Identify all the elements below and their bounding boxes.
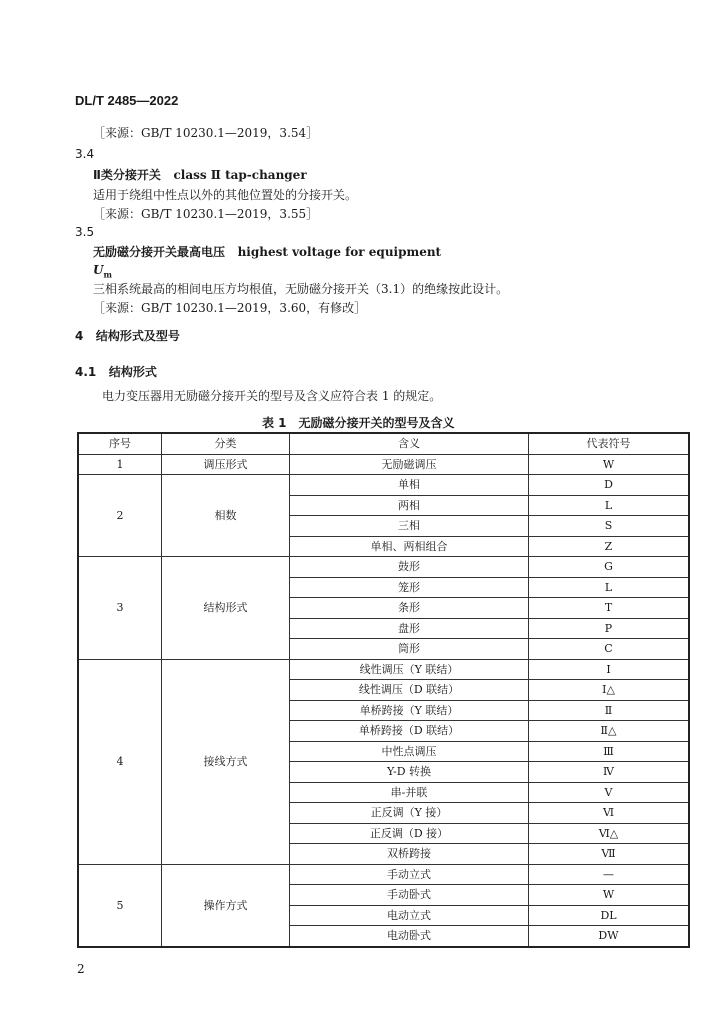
table-row [78, 557, 689, 578]
symbol-cell: C [529, 639, 690, 660]
symbol-cell: Ⅱ△ [529, 721, 690, 742]
term-cn: Ⅱ类分接开关 [93, 168, 161, 182]
symbol-cell: G [529, 557, 690, 578]
symbol-cell: L [529, 495, 690, 516]
term-en: highest voltage for equipment [237, 245, 442, 259]
section-number: 4 [75, 329, 84, 343]
body-text: 电力变压器用无励磁分接开关的型号及含义应符合表 1 的规定。 [102, 389, 442, 403]
row-number-cell: 2 [78, 475, 162, 557]
meaning-cell: 串-并联 [290, 782, 529, 803]
subsection-title: 结构形式 [108, 365, 157, 379]
meaning-cell: 正反调（Y 接） [290, 803, 529, 824]
symbol-cell: Ⅰ [529, 659, 690, 680]
meaning-cell: 手动立式 [290, 864, 529, 885]
meaning-cell: 盘形 [290, 618, 529, 639]
symbol-cell: Ⅶ [529, 844, 690, 865]
category-cell: 相数 [162, 475, 290, 557]
meaning-cell: 线性调压（Y 联结） [290, 659, 529, 680]
row-number-cell: 5 [78, 864, 162, 947]
category-cell: 调压形式 [162, 454, 290, 475]
meaning-cell: 条形 [290, 598, 529, 619]
symbol-cell: — [529, 864, 690, 885]
symbol-cell: D [529, 475, 690, 496]
meaning-cell: 单桥跨接（Y 联结） [290, 700, 529, 721]
table-header-row [78, 433, 689, 454]
symbol-cell: Ⅴ [529, 782, 690, 803]
table-row [78, 454, 689, 475]
meaning-cell: 单相 [290, 475, 529, 496]
row-number-cell: 1 [78, 454, 162, 475]
meaning-cell: 无励磁调压 [290, 454, 529, 475]
symbol-cell: Ⅵ [529, 803, 690, 824]
symbol-cell: Ⅲ [529, 741, 690, 762]
definition: 三相系统最高的相间电压方均根值，无励磁分接开关（3.1）的绝缘按此设计。 [93, 282, 509, 296]
meaning-cell: 正反调（D 接） [290, 823, 529, 844]
symbol-cell: W [529, 885, 690, 906]
term-symbol [93, 263, 112, 279]
term-en: class Ⅱ tap-changer [173, 168, 307, 182]
document-header: DL/T 2485—2022 [75, 93, 179, 108]
source-note: ［来源：GB/T 10230.1—2019，3.55］ [93, 207, 319, 221]
clause-number: 3.4 [75, 147, 95, 161]
header-cell: 代表符号 [529, 433, 690, 454]
symbol-cell: W [529, 454, 690, 475]
table-row [78, 659, 689, 680]
meaning-cell: 电动立式 [290, 905, 529, 926]
header-cell: 序号 [78, 433, 162, 454]
source-note: ［来源：GB/T 10230.1—2019，3.54］ [93, 126, 319, 140]
table-caption: 表 1 无励磁分接开关的型号及含义 [262, 416, 455, 430]
symbol-cell: T [529, 598, 690, 619]
meaning-cell: 三相 [290, 516, 529, 537]
model-table [77, 432, 690, 948]
header-cell: 分类 [162, 433, 290, 454]
subsection-number: 4.1 [75, 365, 97, 379]
table-row [78, 475, 689, 496]
meaning-cell: 笼形 [290, 577, 529, 598]
meaning-cell: 线性调压（D 联结） [290, 680, 529, 701]
category-cell: 接线方式 [162, 659, 290, 864]
section-title: 结构形式及型号 [95, 329, 180, 343]
meaning-cell: 手动卧式 [290, 885, 529, 906]
term-cn: 无励磁分接开关最高电压 [93, 245, 226, 259]
symbol-cell: DW [529, 926, 690, 947]
meaning-cell: 双桥跨接 [290, 844, 529, 865]
symbol-cell: Z [529, 536, 690, 557]
row-number-cell: 4 [78, 659, 162, 864]
source-note: ［来源：GB/T 10230.1—2019，3.60，有修改］ [93, 301, 367, 315]
meaning-cell: 单桥跨接（D 联结） [290, 721, 529, 742]
symbol: U [93, 263, 104, 277]
meaning-cell: 两相 [290, 495, 529, 516]
category-cell: 操作方式 [162, 864, 290, 947]
definition: 适用于绕组中性点以外的其他位置处的分接开关。 [93, 188, 358, 202]
symbol-cell: Ⅵ△ [529, 823, 690, 844]
category-cell: 结构形式 [162, 557, 290, 660]
page-number: 2 [77, 962, 85, 976]
symbol-cell: Ⅳ [529, 762, 690, 783]
subsection-heading [75, 363, 157, 380]
symbol-subscript: m [103, 269, 112, 280]
header-cell: 含义 [290, 433, 529, 454]
meaning-cell: 鼓形 [290, 557, 529, 578]
symbol-cell: DL [529, 905, 690, 926]
meaning-cell: 筒形 [290, 639, 529, 660]
meaning-cell: 单相、两相组合 [290, 536, 529, 557]
symbol-cell: Ⅰ△ [529, 680, 690, 701]
symbol-cell: Ⅱ [529, 700, 690, 721]
meaning-cell: 电动卧式 [290, 926, 529, 947]
clause-number: 3.5 [75, 225, 95, 239]
meaning-cell: 中性点调压 [290, 741, 529, 762]
term-heading [93, 166, 307, 183]
table-row [78, 864, 689, 885]
term-heading [93, 243, 441, 260]
section-heading [75, 327, 180, 344]
symbol-cell: P [529, 618, 690, 639]
meaning-cell: Y-D 转换 [290, 762, 529, 783]
symbol-cell: L [529, 577, 690, 598]
row-number-cell: 3 [78, 557, 162, 660]
symbol-cell: S [529, 516, 690, 537]
